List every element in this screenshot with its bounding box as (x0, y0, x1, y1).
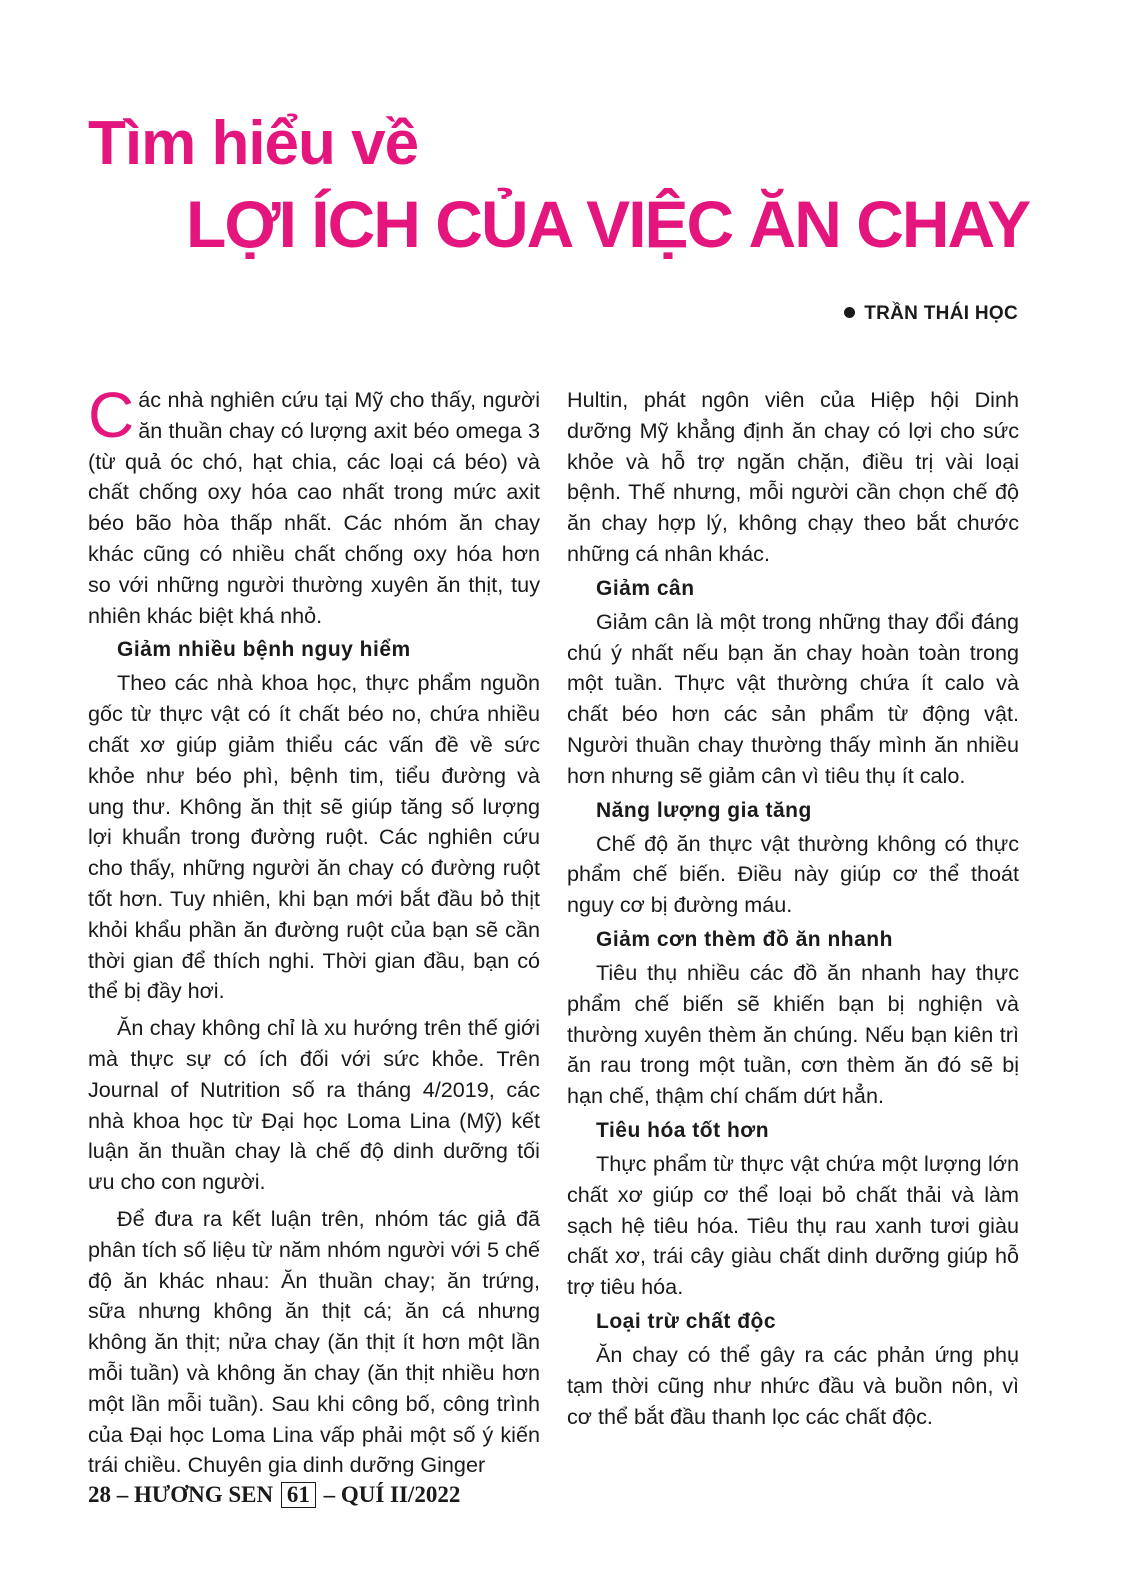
issue-number: 61 (281, 1482, 316, 1508)
section-heading: Giảm cân (596, 576, 695, 600)
section-heading: Năng lượng gia tăng (596, 798, 812, 822)
issue-period: – QUÍ II/2022 (323, 1482, 461, 1507)
paragraph: Để đưa ra kết luận trên, nhóm tác giả đã phân tích số liệu từ năm nhóm người với 5 chế độ ăn khác nhau: Ăn thuần chay; ăn trứng, sữa nhưng không ăn thịt cá; ăn cá nhưng không ăn thịt; nửa chay (ăn thịt ít hơn một lần mỗi tuần) và không ăn chay (ăn thịt nhiều hơn một lần mỗi tuần). Sau khi công bố, công trình của Đại học Loma Lina vấp phải một số ý kiến trái chiều. Chuyên gia dinh dưỡng Ginger (88, 1205, 540, 1478)
section-heading: Giảm cơn thèm đồ ăn nhanh (596, 927, 893, 951)
paragraph: Hultin, phát ngôn viên của Hiệp hội Dinh dưỡng Mỹ khẳng định ăn chay có lợi cho sức khỏe và hỗ trợ ngăn chặn, điều trị vài loại bệnh. Thế nhưng, mỗi người cần chọn chế độ ăn chay hợp lý, không chạy theo bắt chước những cá nhân khác. (567, 387, 1019, 566)
article-title-line2: LỢI ÍCH CỦA VIỆC ĂN CHAY (186, 187, 1030, 261)
left-column (88, 379, 540, 1481)
page-number: 28 (88, 1482, 111, 1507)
drop-cap: C (88, 379, 135, 451)
author-byline (844, 303, 1018, 325)
page-footer (88, 1482, 460, 1508)
right-column (567, 385, 1019, 1432)
article-title-line1: Tìm hiểu về (88, 109, 419, 178)
author-name: TRẦN THÁI HỌC (864, 303, 1018, 324)
paragraph: Ăn chay có thể gây ra các phản ứng phụ tạm thời cũng như nhức đầu và buồn nôn, vì cơ thể bắt đầu thanh lọc các chất độc. (567, 1341, 1019, 1429)
paragraph: Ăn chay không chỉ là xu hướng trên thế giới mà thực sự có ích đối với sức khỏe. Trên Journal of Nutrition số ra tháng 4/2019, các nhà khoa học từ Đại học Loma Lina (Mỹ) kết luận ăn thuần chay là chế độ dinh dưỡng tối ưu cho con người. (88, 1015, 540, 1195)
magazine-name: – HƯƠNG SEN (116, 1482, 274, 1507)
paragraph: Chế độ ăn thực vật thường không có thực phẩm chế biến. Điều này giúp cơ thể thoát nguy cơ bị đường máu. (567, 830, 1019, 918)
section-heading: Tiêu hóa tốt hơn (596, 1118, 770, 1142)
paragraph: Theo các nhà khoa học, thực phẩm nguồn gốc từ thực vật có ít chất béo no, chứa nhiều chất xơ giúp giảm thiểu các vấn đề về sức khỏe như béo phì, bệnh tim, tiểu đường và ung thư. Không ăn thịt sẽ giúp tăng số lượng lợi khuẩn trong đường ruột. Các nghiên cứu cho thấy, những người ăn chay có đường ruột tốt hơn. Tuy nhiên, khi bạn mới bắt đầu bỏ thịt khỏi khẩu phần ăn đường ruột của bạn sẽ cần thời gian để thích nghi. Thời gian đầu, bạn có thể bị đầy hơi. (88, 670, 540, 1004)
bullet-icon (844, 307, 855, 318)
section-heading: Giảm nhiều bệnh nguy hiểm (117, 638, 411, 662)
paragraph: Thực phẩm từ thực vật chứa một lượng lớn chất xơ giúp cơ thể loại bỏ chất thải và làm sạch hệ tiêu hóa. Tiêu thụ rau xanh tươi giàu chất xơ, trái cây giàu chất dinh dưỡng giúp hỗ trợ tiêu hóa. (567, 1150, 1019, 1300)
paragraph: Giảm cân là một trong những thay đổi đáng chú ý nhất nếu bạn ăn chay hoàn toàn trong một tuần. Thực vật thường chứa ít calo và chất béo hơn các sản phẩm từ động vật. Người thuần chay thường thấy mình ăn nhiều hơn nhưng sẽ giảm cân vì tiêu thụ ít calo. (567, 608, 1019, 788)
section-heading: Loại trừ chất độc (596, 1309, 777, 1333)
paragraph: Tiêu thụ nhiều các đồ ăn nhanh hay thực phẩm chế biến sẽ khiến bạn bị nghiện và thường xuyên thèm ăn chúng. Nếu bạn kiên trì ăn rau trong một tuần, cơn thèm ăn đó sẽ bị hạn chế, thậm chí chấm dứt hẳn. (567, 959, 1019, 1109)
paragraph: Các nhà nghiên cứu tại Mỹ cho thấy, người ăn thuần chay có lượng axit béo omega 3 (từ quả óc chó, hạt chia, các loại cá béo) và chất chống oxy hóa cao nhất trong mức axit béo bão hòa thấp nhất. Các nhóm ăn chay khác cũng có nhiều chất chống oxy hóa hơn so với những người thường xuyên ăn thịt, tuy nhiên khác biệt khá nhỏ. (88, 379, 540, 628)
